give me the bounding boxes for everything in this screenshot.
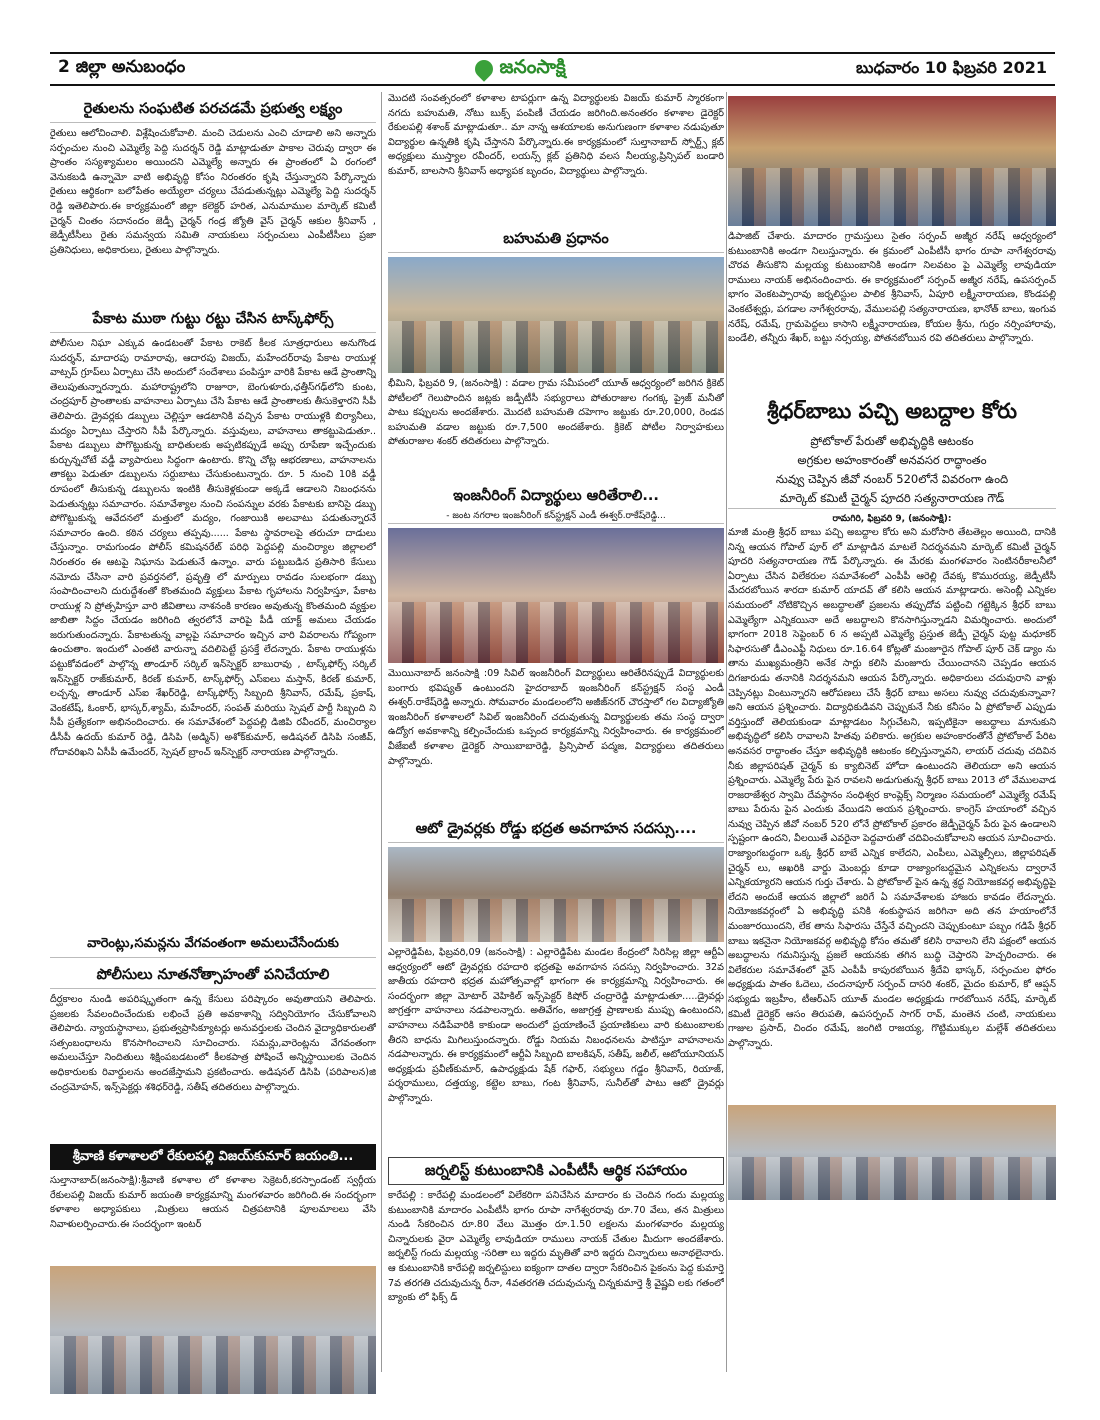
article-body: కారేపల్లి : కారేపల్లి మండలంలో విలేకరిగా పనిచేసిన మాదారం కు చెందిన గందు మల్లయ్య కుటుంబానికి మాదారం ఎంపీటీసీ భాగం రూపా నాగేశ్వరరావు రూ.70 వేలు, తన మిత్రులు నుండి సేకరించిన రూ.80 వేలు మొత్తం రూ.1.50 లక్షలను మంగళవారం మల్లయ్య చిన్నారులకు వైరా ఎమ్మెల్యే లావుడియా రాములు నాయక్ చేతుల మీదుగా అందజేశారు. జర్నలిస్ట్ గందు మల్లయ్య -సరితా లు ఇద్దరు మృతితో వారి ఇద్దరు చిన్నారులు అనాథలైనారు. ఆ కుటుంబానికి కారేపల్లి జర్నలిస్టులు ఐక్యంగా దాతల ద్వారా సేకరించిన పైకంను పెద్ద కుమార్తె 7వ తరగతి చదువుచున్న రీనా, 4వతరగతి చదువుచున్న చిన్నకుమార్తె శ్రీ వైష్ణవి లకు గతంలో బ్యాంకు లో ఫిక్స్ డ్: [388, 1190, 724, 1304]
article-subheadline: అగ్రకుల అహంకారంతో అనవసర రాద్ధాంతం: [797, 453, 987, 467]
issue-date: బుధవారం 10 ఫిబ్రవరి 2021: [856, 57, 1047, 77]
article-body: మొయినాబాద్ జనంసాక్షి :09 సివిల్ ఇంజనీరింగ్ విద్యార్థులు ఆరితేరినప్పుడే విద్యార్థులకు బంగారు భవిష్యత్ ఉంటుందని హైదరాబాద్ ఇంజనీరింగ్ కన్‌స్ట్రక్షన్ సంస్థ ఎండీ ఈశ్వర్.రాకేష్‌రెడ్డి అన్నారు. సోమవారం మండలంలోని అజీజ్‌నగర్ చౌరస్తాలో గల విద్యాజ్యోతి ఇంజనీరింగ్ కళాశాలలో సివిల్ ఇంజనీరింగ్ చదువుతున్న విద్యార్థులకు తమ సంస్థ ద్వారా ఉద్యోగ అవకాశాన్ని కల్పించేందుకు ఒప్పంద కార్యక్రమాన్ని నిర్వహించారు. ఈ కార్యక్రమంలో వీజేఐటీ కళాశాల డైరెక్టర్ సాయిబాబారెడ్డి, ప్రిన్సిపాల్ పద్మజ, విద్యార్థులు తదితరులు పాల్గొన్నారు.: [388, 668, 724, 767]
article-subheadline: నువ్వు చెప్పిన జీవో నంబర్ 520లోనే వివరంగా ఉంది: [775, 472, 1009, 486]
college-event-photo: [50, 1266, 376, 1394]
article-headline: శ్రీవాణి కళాశాలలో రేకులపల్లి విజయ్‌కుమార్ జయంతి...: [50, 1144, 376, 1170]
newspaper-brand: [475, 56, 565, 83]
article-headline: పోలీసులు నూతనోత్సాహంతో పనిచేయాలి: [50, 964, 376, 989]
page-label: 2 జిల్లా అనుబంధం: [58, 57, 186, 77]
column-divider: [726, 92, 727, 1372]
article-headline: ఆటో డ్రైవర్లకు రోడ్డు భద్రత అవగాహన సదస్సు....: [388, 818, 724, 843]
brand-leaf-icon: [472, 56, 497, 81]
article-headline: ఇంజనీరింగ్ విద్యార్థులు ఆరితేరాలి...: [453, 488, 659, 504]
article-body: భీమిని, ఫిబ్రవరి 9, (జనంసాక్షి) : వడాల గ్రామ సమీపంలో యూత్ ఆధ్వర్యంలో జరిగిన క్రికెట్ పోటీలలో గెలుపొందిన జట్లకు జడ్పీటీసీ సభ్యురాలు పోతురాజుల గంగక్క ప్రైజ్ మనీతో పాటు కప్పులను అందజేశారు. మొదటి బహుమతి దహెగాం జట్టుకు రూ.20,000, రెండవ బహుమతి వడాల జట్టుకు రూ.7,500 అందజేశారు. క్రికెట్ పోటీల నిర్వాహకులు పోతురాజుల శంకర్ తదితరులు పాల్గొన్నారు.: [388, 378, 724, 448]
article-body: రైతులు ఆలోచించాలి. విశ్లేషించుకోవాలి. మంచి చెడులను ఎంచి చూడాలి అని అన్నారు సర్పంచుల నుంచి ఎమ్మెల్యే పెద్ది సుదర్శన్ రెడ్డి మాట్లాడుతూ పాకాల చెరువు ద్వారా ఈ ప్రాంతం సస్యశ్యామలం అయిందని ఎమ్మెల్యే అన్నారు ఈ ప్రాంతంలో ఏ రంగంలో వెనుకబడి ఉన్నామో వాటి అభివృద్ధి కోసం నిరంతరం కృషి చేస్తున్నారని పేర్కొన్నారు రైతులు ఆర్థికంగా బలోపేతం అయ్యేలా చర్యలు చేపడుతున్నట్లు ఎమ్మెల్యే పెద్ది సుదర్శన్ రెడ్డి ఇతెలిపారు.ఈ కార్యక్రమంలో జిల్లా కలెక్టర్ హరిత, ఎనుమాముల మార్కెట్ కమిటీ చైర్మన్ చింతం సదానందం జెడ్పీ చైర్మన్ గండ్ర జ్యోతి వైస్ చైర్మన్ ఆకుల శ్రీనివాస్ , జెడ్పీటీసీలు రైతు సమన్వయ సమితి నాయకులు సర్పంచులు ఎంపీటీసీలు ప్రజా ప్రతినిధులు, అధికారులు, రైతులు పాల్గొన్నారు.: [50, 128, 376, 256]
article-kicker: వారెంట్లు,సమన్లను వేగవంతంగా అమలుచేసేందుకు: [50, 933, 376, 958]
article-body: డిపాజిట్ చేశారు. మాదారం గ్రామస్తులు సైతం సర్పంచ్ అజ్మీర నరేష్ ఆధ్వర్యంలో కుటుంబానికి అండగా నిలుస్తున్నారు. ఈ క్రమంలో ఎంపీటీసీ భాగం రూపా నాగేశ్వరరావు చొరవ తీసుకొని మల్లయ్య కుటుంబానికి అండగా నిలవటం పై ఎమ్మెల్యే లావుడియా రాములు నాయక్ అభినందించారు. ఈ కార్యక్రమంలో సర్పంచ్ అజ్మీర నరేష్, ఉపసర్పంచ్ భాగం వెంకటప్పారావు జర్నలిస్టుల పాలిక శ్రీనివాస్, ఏపూరి లక్ష్మీనారాయణ, కొండపల్లి వెంకటేశ్వర్లు, పగడాల నాగేశ్వరరావు, వేములపల్లి సత్యనారాయణ, భానోత్ బాలు, ఇంగువ నరేష్, రమేష్, గ్రామపెద్దలు కాసాని లక్ష్మీనారాయణ, కోయల శ్రీను, గుర్రం నర్సింహారావు, బండేలి, తన్నీరు శేఖర్, బట్టు నర్సయ్య, పోతనబోయిన రవి తదితరులు పాల్గొన్నారు.: [728, 231, 1056, 345]
article-body: దీర్ఘకాలం నుండి అపరిష్కృతంగా ఉన్న కేసులు పరిష్కారం అవుతాయని తెలిపారు. ప్రజలకు సేవలందించేందుకు లభించే ప్రతి అవకాశాన్ని సద్వినియోగం చేసుకోవాలని తెలిపారు. న్యాయస్థానాలు, ప్రభుత్వప్రాసిక్యూటర్లు అనువర్తులకు చెందిన వైద్యాధికారులతో సత్సంబంధాలను కొనసాగించాలని సూచించారు. సమన్లు,వారెంట్లను వేగవంతంగా అమలుచేస్తూ నిందితులు శిక్షింపబడటంలో కీలకపాత్ర పోషించే అన్నిస్థాయిలకు చెందిన అధికారులకు రివార్డులను అందజేస్తామని ప్రకటించారు. అడిషనల్ డిసిపి (పరిపాలన)జి చంద్రమోహన్, ఇన్స్‌పెక్టర్లు శశిధర్‌రెడ్డి, సతీష్ తదితరులు పాల్గొన్నారు.: [50, 994, 376, 1093]
article-subheadline: మార్కెట్ కమిటీ చైర్మన్ పూదరి సత్యనారాయణ గౌడ్: [728, 489, 1056, 509]
article-headline: జర్నలిస్ట్ కుటుంబానికి ఎంపీటీసీ ఆర్థిక సహాయం: [388, 1157, 724, 1185]
article-body: మొదటి సంవత్సరంలో కళాశాల టాపర్లుగా ఉన్న విద్యార్థులకు విజయ్ కుమార్ స్మారకంగా నగదు బహుమతి, నోటు బుక్స్ పంపిణీ చేయడం జరిగింది.అనంతరం కళాశాల డైరెక్టర్ రేకులపల్లి శశాంక్ మాట్లాడుతూ.. మా నాన్న ఆశయాలకు అనుగుణంగా కళాశాల నడుపుతూ విద్యార్థుల ఉన్నతికి కృషి చేస్తానని పేర్కొన్నారు.ఈ కార్యక్రమంలో సుల్తానాబాద్ స్పోర్ట్స్ క్లబ్ అధ్యక్షులు ముస్త్యాల రవీందర్, లయన్స్ క్లబ్ ప్రతినిధి వలస నీలయ్య,ప్రిన్సిపల్ బండారి కుమార్, బాలసాని శ్రీనివాస్ అధ్యాపక బృందం, విద్యార్థులు పాల్గొన్నారు.: [388, 93, 724, 177]
column-3: [728, 92, 1056, 1204]
article-body: మాజీ మంత్రి శ్రీధర్ బాబు పచ్చి అబద్దాల కోరు అని మరోసారి తేటతెల్లం అయింది, దానికి నిన్న ఆయన గోపాల్ పూర్ లో మాట్లాడిన మాటలే నిదర్శనమని మార్కెట్ కమిటీ చైర్మన్ పూదరి సత్యనారాయణ గౌడ్ పేర్కొన్నారు. ఈ మేరకు మంగళవారం సెంటినరీకాలనీలో ఏర్పాటు చేసిన విలేకరుల సమావేశంలో ఎంపీపీ ఆరెల్లి దేవక్క కొమురయ్య, జెడ్పీటీసీ మేదరబోయిన శారదా కుమార్ యాదవ్ తో కలిసి ఆయన మాట్లాడారు. అసెంబ్లీ ఎన్నికల సమయంలో నోటికొచ్చిన అబద్ధాలతో ప్రజలను తప్పుదోవ పట్టించి గట్టెక్కిన శ్రీధర్ బాబు ఎమ్మెల్యేగా ఎన్నికయినా అదే అబద్ధాలని కొనసాగిస్తున్నాడని విమర్శించారు. అందులో భాగంగా 2018 సెప్టెంబర్ 6 న అప్పటి ఎమ్మెల్యే ప్రస్తుత జెడ్పీ చైర్మన్ పుట్ట మధూకర్ సిఫారసుతో డీఎంఎఫ్టీ నిధులు రూ.16.64 కోట్లతో మంజూరైన గోపాల్ పూర్ చెక్ డ్యాం ను తాను ముఖ్యమంత్రిని అనేక సార్లు కలిసి మంజూరు చేయించానని చెప్పడం ఆయన దిగజారుడు తనానికి నిదర్శనమని ఆయన పేర్కొన్నారు. అధికారులు చదువురాని వాళ్లు చెప్పినట్లు వింటున్నారని ఆరోపణలు చేసే శ్రీధర్ బాబు అసలు నువ్వు చదువుకున్నావా? అని ఆయన ప్రశ్నించారు. విద్యాధికుడివని చెప్పుకునే నీకు కనీసం ఏ ప్రోటోకాల్ ఎప్పుడు వర్తిస్తుందో తెలియకుండా మాట్లాడటం సిగ్గుచేటని, ఇప్పటికైనా అబద్ధాలు మానుకుని అభివృద్ధిలో కలిసి రావాలని హితవు పలికారు. అగ్రకుల అహంకారంతోనే ప్రోటోకాల్ పేరిట అనవసర రాద్ధాంతం చేస్తూ అభివృద్ధికి ఆటంకం కల్పిస్తున్నావని, లాయర్ చదువు చదివిన నీకు జిల్లాపరిషత్ చైర్మన్ కు క్యాబినెట్ హోదా ఉంటుందని తెలియదా అని ఆయన ప్రశ్నించారు. ఎమ్మెల్యే పేరు పైన రావలని అడుగుతున్న శ్రీధర్ బాబు 2013 లో వేములవాడ రాజరాజేశ్వర స్వామి దేవస్థానం సంధిశ్వర కాంప్లెక్స్ నిర్మాణం సమయంలో ఎమ్మెల్యే రమేష్ బాబు పేరును పైన ఎందుకు వేయిడని అయన ప్రశ్నించారు. కాంగ్రెస్ హయాంలో వచ్చిన నువ్వు చెప్పిన జీవో నంబర్ 520 లోనే ప్రోటోకాల్ ప్రకారం జెడ్పీచైర్మన్ పేరు పైన ఉండాలని స్పష్టంగా ఉందని, వీలయితే ఎవరైనా పెద్దవారుతో చదివించుకోవాలని ఆయన సూచించారు. రాజ్యాంగబద్ధంగా ఒక్క శ్రీధర్ బాబే ఎన్నిక కాలేదని, ఎంపీలు, ఎమ్మెల్సీలు, జిల్లాపరిషత్ చైర్మన్ లు, ఆఖరికి వార్డు మెంబర్లు కూడా రాజ్యాంగబద్ధమైన ఎన్నికలను ద్వారానే ఎన్నికయ్యారని ఆయన గుర్తు చేశారు. ఏ ప్రోటోకాల్ పైన ఉన్న శ్రద్ధ నియోజకవర్గ అభివృద్ధిపై లేదని అందుకే ఆయన జిల్లాలో జరిగే ఏ సమావేశాలకు హాజరు కావడం లేదన్నారు. నియోజకవర్గంలో ఏ అభివృద్ధి పనికి శంకుస్థాపన జరిగినా అది తన హయాంలోనే మంజూరయిందని, లేక తాను సిఫారసు చేస్తేనే వచ్చిందని చెప్పుకుంటూ పబ్బం గడిపే శ్రీధర్ బాబు ఇకనైనా నియోజకవర్గ అభివృద్ధి కోసం తమతో కలిసి రావాలని లేని పక్షంలో ఆయన అబద్ధాలను గమనిస్తున్న ప్రజలే ఆయనకు తగిన బుద్ధి చెప్తారని హెచ్చరించారు. ఈ విలేకరుల సమావేశంలో వైస్ ఎంపీపీ కాపురబోయిన శ్రీదేవి భాస్కర్, సర్పంచుల ఫోరం అధ్యక్షుడు పాతం ఓదెలు, చందనాపూర్ సర్పంచ్ దాసరి శంకర్, మైదం కుమార్, కో ఆప్షన్ సభ్యుడు ఇబ్రహీం, టీఆర్ఎస్ యూత్ మండల అధ్యక్షుడు గారబోయిన నరేష్, మార్కెట్ కమిటీ డైరెక్టర్ ఆసం తిరుపతి, ఉపసర్పంచ్ సాగర్ రావ్, మంతెన చంటి, నాయకులు గాజుల ప్రసాద్, చిందం రమేష్, జంగిటి రాజయ్య, గొట్టిముక్కుల మల్లేశ్ తదితరులు పాల్గొన్నారు.: [728, 527, 1056, 1049]
brand-name: జనంసాక్షి: [499, 55, 566, 78]
column-2: [388, 92, 724, 1367]
cricket-prize-photo: [388, 257, 724, 373]
article-headline: పేకాట ముఠా గుట్టు రట్టు చేసిన టాస్క్‌ఫోర్స్: [50, 308, 376, 333]
article-subheadline: - జంట నగరాల ఇంజనీరింగ్ కన్‌స్ట్రక్షన్ ఎండీ ఈశ్వర్.రాకేష్‌రెడ్డి...: [388, 509, 724, 524]
article-subheadline: ప్రోటోకాల్ పేరుతో అభివృద్ధికి ఆటంకం: [810, 434, 974, 448]
column-divider: [381, 92, 382, 1372]
article-dateline: రామగిరి, ఫిబ్రవరి 9, (జనంసాక్షి):: [832, 514, 952, 524]
column-1: [50, 92, 376, 1398]
road-safety-photo: [388, 847, 724, 942]
article-body: పోలీసుల నిఘా ఎక్కువ ఉండటంతో పేకాట రాకెట్ కీలక సూత్రధారులు అనుగొండ సుదర్శన్, మాదారపు రామారావు, ఆదారపు విజయ్, మహేందర్‌రావు పేకాట రాయుళ్ల వాట్సప్ గ్రూప్‌లు ఏర్పాటు చేసి అందులో సందేశాలు పంపిస్తూ వారికి పేకాట ఆడే ప్రాంతాన్ని తెలుపుతున్నారన్నారు. మహారాష్ట్రలోని రాజూరా, బెంగుళూరు,ఛత్తీస్‌గఢ్‌లోని కుంట, చంద్రపూర్ ప్రాంతాలకు వాహనాలు ఏర్పాటు చేసి పేకాట ఆడే ప్రాంతాలకు తీసుకెళ్తారని సీపీ తెలిపారు. డ్రైవర్లకు డబ్బులు చెల్లిస్తూ ఆడటానికి వచ్చిన పేకాట రాయుళ్లకి బిర్యానీలు, మద్యం ఏర్పాటు చేస్తారని సీపీ పేర్కొన్నారు. వస్తువులు, వాహనాలు తాకట్టుపెడుతూ.. పేకాట డబ్బులు పొగొట్టుకున్న బాధితులకు అప్పటికప్పుడే అప్పు రూపేణా ఇచ్చేందుకు కుర్చున్నచోటే వడ్డీ వ్యాపారులు సిద్ధంగా ఉంటారు. కొన్ని చోట్ల ఆభరణాలు, వాహనాలను తాకట్టు పెడుతూ డబ్బులను సర్దుబాటు చేసుకుంటున్నారు. రూ. 5 నుంచి 10కి వడ్డీ రూపంలో తీసుకున్న డబ్బులను ఇంటికి తీసుకెళ్లకుండా అక్కడే ఆడాలని నిబంధనను పెడుతున్నట్లు సమాచారం. సమావేశ్యాల నుంచి సంపన్నుల వరకు పేకాటకు బానిసై డబ్బు పోగొట్టుకున్న ఆవేదనలో మత్తులో మద్యం, గంజాయికి అలవాటు పడుతున్నారనే సమాచారం ఉంది. కఠిన చర్యలు తప్పవు...... పేకాట స్థావరాలపై తరుచూ దాడులు చేస్తున్నాం. రామగుండం పోలీస్ కమిషనరేట్ పరిధి పెద్దపల్లి మంచిర్యాల జిల్లాలలో నిరంతరం ఈ ఆటపై నిఘాను పెడుతునే ఉన్నాం. వారు పట్టుబడిన ప్రతిసారి కేసులు నమోదు చేసినా వారి ప్రవర్తనలో, ప్రవృత్తి లో మార్పులు రావడం సులభంగా డబ్బు సంపాదించాలని దురుద్దేశంతో కొంతమంది వ్యక్తులు పేకాట గృహాలను నిర్వహిస్తూ, పేకాట రాయుళ్ల ని ప్రోత్సహిస్తూ వారి జీవితాలు నాశనంకి కారణం అవుతున్న కొంతమంది వ్యక్తుల జాబితా సిద్దం చేయడం జరిగింది త్వరలోనే వారిపై పీడీ యాక్ట్ అమలు చేయడం జరుగుతుందన్నారు. పేకాటతున్న వాల్లపై సమాచారం ఇచ్చిన వారి వివరాలను గోప్యంగా ఉంచుతాం. ఇందులో ఎంతటి వారున్నా వదిలిపెట్టే ప్రసక్తే లేదన్నారు. పేకాట రాయుళ్లను పట్టుకోవడంలో పాల్గొన్న తాండూర్ సర్కిల్ ఇన్‌స్పెక్టర్ బాబురావు , టాస్క్‌ఫోర్స్ సర్కిల్ ఇన్‌స్పెక్టర్ రాజ్‌కుమార్, కిరణ్ కుమార్, టాస్క్‌ఫోర్స్ ఎస్ఐలు మస్తాన్, కిరణ్ కుమార్, లచ్చన్న, తాండూర్ ఎస్ఐ శేఖర్‌రెడ్డి, టాస్క్‌ఫోర్స్ సిబ్బంది శ్రీనివాస్, రమేష్, ప్రకాష్, వెంకటేష్, ఓంకార్, భాస్కర్,శ్యామ్, మహేందర్, సంపత్ మరియు స్పెషల్ పార్టీ సిబ్బంది ని సీపీ ప్రత్యేకంగా అభినందించారు. ఈ సమావేశంలో పెద్దపల్లి డిజిపి రవీందర్, మంచిర్యాల డీసీపీ ఉదయ్ కుమార్ రెడ్డి, డిసిపి (అడ్మిన్) అశోక్‌కుమార్, అడిషనల్ డిసిపి సంజీవ్, గోదావరిఖని ఏసీపీ ఉమేందర్, స్పెషల్ బ్రాంచ్ ఇన్‌స్పెక్టర్ నారాయణ పాల్గొన్నారు.: [50, 338, 376, 758]
press-meet-photo: [728, 1105, 1056, 1200]
article-headline: రైతులను సంఘటిత పరచడమే ప్రభుత్వ లక్ష్యం: [50, 98, 376, 123]
article-body: ఎల్లారెడ్డిపేట, ఫిబ్రవరి,09 (జనంసాక్షి) : ఎల్లారెడ్డిపేట మండల కేంద్రంలో సిరిసిల్ల జిల్లా ఆర్టీఏ ఆధ్వర్యంలో ఆటో డ్రైవర్లకు రహదారి భద్రతపై అవగాహన సదస్సు నిర్వహించారు. 32వ జాతీయ రహదారి భద్రత మహోత్సవాల్లో భాగంగా ఈ కార్యక్రమాన్ని నిర్వహించారు. ఈ సందర్భంగా జిల్లా మోటార్ వెహికిల్ ఇన్స్‌పెక్టర్ కిషోర్ చంద్రారెడ్డి మాట్లాడుతూ.....డ్రైవర్లు జాగ్రత్తగా వాహనాలు నడపాలన్నారు. అతివేగం, అజాగ్రత్త ప్రాణాలకు ముప్పు ఉంటుందని, వాహనాలు నడిపేవారికి కాకుండా అందులో ప్రయాణించే ప్రయాణికులు వారి కుటుంబాలకు తీరని బాధను మిగిలుస్తుందన్నారు. రోడ్డు నియమ నిబంధనలను పాటిస్తూ వాహనాలను నడపాలన్నారు. ఈ కార్యక్రమంలో ఆర్టీఏ సిబ్బంది బాలకిషన్, సతీష్, జలీల్, ఆటోయూనియన్ అధ్యక్షుడు ప్రవీణ్‌కుమార్, ఉపాధ్యక్షుడు షేక్ గఫార్, సభ్యులు గడ్డం శ్రీనివాస్, రియాజ్, పర్శరాములు, దత్తయ్య, కట్టెల బాబు, గంట శ్రీనివాస్, సునీల్‌తో పాటు ఆటో డ్రైవర్లు పాల్గొన్నారు.: [388, 947, 724, 1104]
journalist-aid-photo: [728, 96, 1056, 226]
article-body: సుల్తానాబాద్(జనంసాక్షి):శ్రీవాణి కళాశాల లో కళాశాల సెక్రెటరీ,కరస్పాండంట్ స్వర్గీయ రేకులపల్లి విజయ్ కుమార్ జయంతి కార్యక్రమాన్ని మంగళవారం జరిగింది.ఈ సందర్భంగా కళాశాల అధ్యాపకులు ,మిత్రులు ఆయన చిత్రపటానికి పూలమాలలు వేసి నివాళులర్పించారు.ఈ సందర్భంగా ఇంటర్: [50, 1175, 376, 1230]
article-headline: బహుమతి ప్రధానం: [388, 228, 724, 253]
masthead: [50, 52, 1055, 86]
article-headline: శ్రీధర్‌బాబు పచ్చి అబద్దాల కోరు: [766, 399, 1018, 423]
engineering-students-photo: [388, 528, 724, 663]
